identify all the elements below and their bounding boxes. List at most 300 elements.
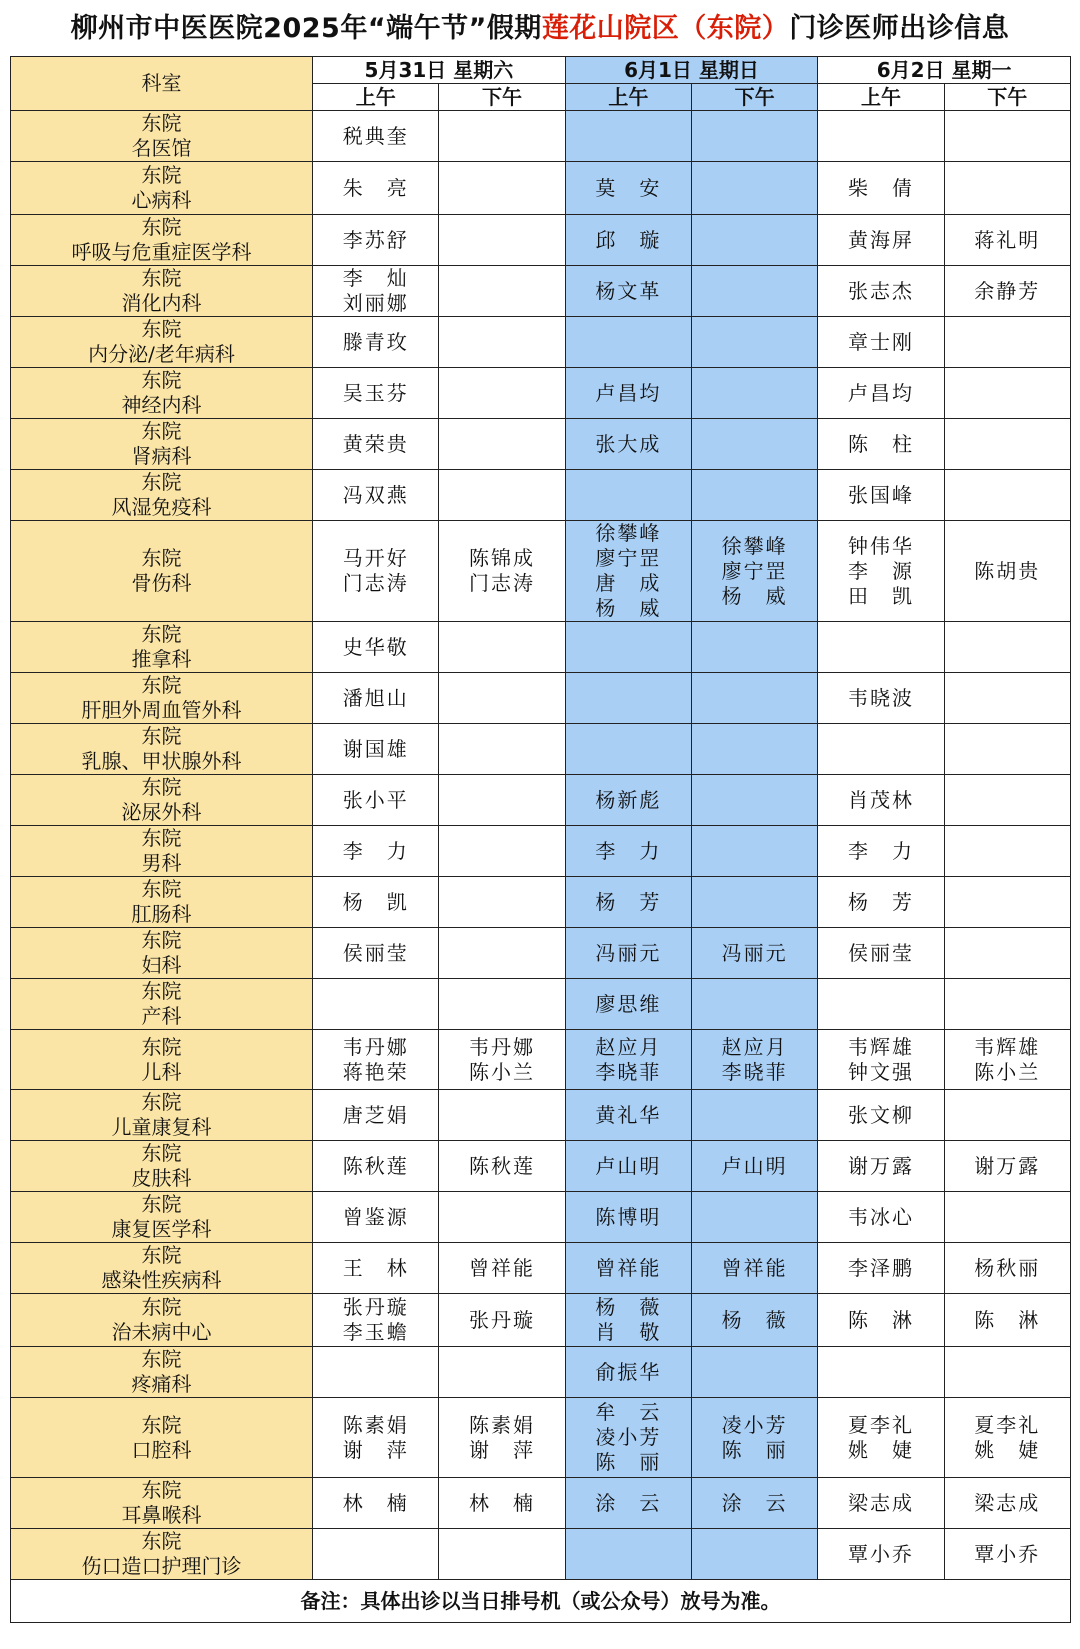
dept-name: 口腔科 <box>131 1437 192 1462</box>
doctor-cell <box>565 1090 691 1141</box>
page-title <box>10 6 1070 52</box>
doctor-name: 李 力 <box>847 838 914 863</box>
doctor-cell <box>313 1478 439 1529</box>
doctor-cell <box>691 622 817 673</box>
doctor-cell <box>565 317 691 368</box>
doctor-name: 凌小芳 <box>595 1425 662 1449</box>
doctor-name: 唐 成 <box>595 571 662 595</box>
pm-header: 下午 <box>944 84 1070 111</box>
doctor-name: 曾鉴源 <box>342 1204 409 1229</box>
doctor-name: 韦辉雄 <box>974 1034 1041 1059</box>
doctor-cell <box>439 775 565 826</box>
doctor-cell <box>944 1192 1070 1243</box>
doctor-cell <box>565 266 691 317</box>
campus-label: 东院 <box>141 775 182 799</box>
doctor-cell <box>439 1478 565 1529</box>
campus-label: 东院 <box>141 368 182 392</box>
doctor-cell <box>439 1529 565 1580</box>
dept-cell <box>11 317 313 368</box>
doctor-name: 李 灿 <box>342 266 409 290</box>
doctor-cell <box>818 1478 944 1529</box>
doctor-name: 门志涛 <box>469 571 536 595</box>
doctor-cell <box>944 419 1070 470</box>
campus-label: 东院 <box>141 1347 182 1371</box>
doctor-name: 廖思维 <box>595 991 662 1016</box>
date-header-row <box>11 57 1071 84</box>
dept-name: 呼吸与危重症医学科 <box>71 240 252 264</box>
doctor-cell <box>944 877 1070 928</box>
table-row <box>11 622 1071 673</box>
doctor-cell <box>944 1090 1070 1141</box>
doctor-cell <box>691 368 817 419</box>
doctor-cell <box>439 928 565 979</box>
note-row <box>11 1580 1071 1623</box>
title-campus: 莲花山院区（东院） <box>541 13 790 44</box>
doctor-name: 林 楠 <box>469 1490 536 1515</box>
doctor-cell <box>818 1529 944 1580</box>
table-row <box>11 979 1071 1030</box>
doctor-cell <box>313 979 439 1030</box>
doctor-cell <box>818 1030 944 1090</box>
doctor-name: 冯双燕 <box>342 482 409 507</box>
doctor-name: 杨 威 <box>721 583 788 608</box>
doctor-cell <box>439 673 565 724</box>
table-row <box>11 724 1071 775</box>
campus-label: 东院 <box>141 1478 182 1502</box>
table-row <box>11 673 1071 724</box>
campus-label: 东院 <box>141 266 182 290</box>
doctor-name: 门志涛 <box>342 571 409 595</box>
doctor-cell <box>691 928 817 979</box>
campus-label: 东院 <box>141 928 182 952</box>
doctor-name: 王 林 <box>342 1255 409 1280</box>
doctor-cell <box>565 622 691 673</box>
doctor-cell <box>691 1294 817 1347</box>
doctor-name: 张小平 <box>342 787 409 812</box>
doctor-cell <box>691 215 817 266</box>
campus-label: 东院 <box>141 1192 182 1216</box>
doctor-cell <box>439 1141 565 1192</box>
doctor-cell <box>944 673 1070 724</box>
doctor-name: 张志杰 <box>847 278 914 303</box>
doctor-cell <box>944 979 1070 1030</box>
doctor-cell <box>691 317 817 368</box>
dept-cell <box>11 928 313 979</box>
dept-name: 泌尿外科 <box>121 800 202 824</box>
doctor-name: 张丹璇 <box>342 1295 409 1319</box>
campus-label: 东院 <box>141 419 182 443</box>
doctor-name: 税典奎 <box>342 123 409 148</box>
doctor-cell <box>944 1141 1070 1192</box>
doctor-name: 夏李礼 <box>974 1412 1041 1437</box>
pm-header: 下午 <box>691 84 817 111</box>
doctor-cell <box>565 162 691 215</box>
doctor-cell <box>439 215 565 266</box>
doctor-name: 姚 婕 <box>847 1437 914 1462</box>
doctor-name: 李晓菲 <box>595 1059 662 1084</box>
doctor-cell <box>691 877 817 928</box>
doctor-name: 廖宁罡 <box>595 546 662 570</box>
doctor-name: 张国峰 <box>847 482 914 507</box>
doctor-cell <box>818 1347 944 1398</box>
doctor-cell <box>313 1090 439 1141</box>
dept-cell <box>11 877 313 928</box>
doctor-cell <box>313 266 439 317</box>
table-row <box>11 266 1071 317</box>
doctor-cell <box>565 1347 691 1398</box>
doctor-cell <box>691 979 817 1030</box>
doctor-name: 陈小兰 <box>469 1059 536 1084</box>
doctor-name: 曾祥能 <box>721 1255 788 1280</box>
doctor-name: 覃小乔 <box>974 1541 1041 1566</box>
doctor-cell <box>691 162 817 215</box>
dept-name: 心病科 <box>131 188 192 212</box>
doctor-name: 滕青玫 <box>342 329 409 354</box>
am-header: 上午 <box>818 84 944 111</box>
doctor-cell <box>565 1529 691 1580</box>
dept-name: 风湿免疫科 <box>111 495 212 519</box>
doctor-cell <box>565 368 691 419</box>
table-row <box>11 317 1071 368</box>
doctor-name: 夏李礼 <box>847 1412 914 1437</box>
doctor-name: 赵应月 <box>595 1034 662 1059</box>
table-row <box>11 368 1071 419</box>
doctor-name: 李 力 <box>595 838 662 863</box>
doctor-name: 莫 安 <box>595 175 662 200</box>
doctor-cell <box>944 266 1070 317</box>
dept-cell <box>11 622 313 673</box>
doctor-cell <box>313 928 439 979</box>
doctor-name: 牟 云 <box>595 1400 662 1424</box>
campus-label: 东院 <box>141 111 182 135</box>
doctor-cell <box>439 826 565 877</box>
doctor-name: 林 楠 <box>342 1490 409 1515</box>
doctor-cell <box>818 521 944 622</box>
doctor-name: 张丹璇 <box>469 1307 536 1332</box>
doctor-name: 覃小乔 <box>847 1541 914 1566</box>
doctor-cell <box>313 419 439 470</box>
doctor-cell <box>944 470 1070 521</box>
doctor-name: 蒋艳荣 <box>342 1059 409 1084</box>
doctor-name: 韦丹娜 <box>342 1034 409 1059</box>
doctor-name: 张文柳 <box>847 1102 914 1127</box>
table-row <box>11 1192 1071 1243</box>
doctor-cell <box>313 1347 439 1398</box>
dept-cell <box>11 162 313 215</box>
dept-name: 肛肠科 <box>131 902 192 926</box>
schedule-header <box>11 57 1071 111</box>
dept-cell <box>11 470 313 521</box>
doctor-name: 陈 淋 <box>974 1307 1041 1332</box>
doctor-cell <box>565 1243 691 1294</box>
doctor-name: 陈素娟 <box>342 1412 409 1437</box>
doctor-name: 侯丽莹 <box>342 940 409 965</box>
table-row <box>11 111 1071 162</box>
doctor-name: 朱 亮 <box>342 175 409 200</box>
doctor-name: 陈 丽 <box>595 1450 662 1474</box>
doctor-cell <box>565 1030 691 1090</box>
doctor-cell <box>944 521 1070 622</box>
campus-label: 东院 <box>141 1412 182 1437</box>
doctor-cell <box>944 622 1070 673</box>
doctor-name: 刘丽娜 <box>342 291 409 315</box>
doctor-cell <box>439 317 565 368</box>
doctor-name: 钟文强 <box>847 1059 914 1084</box>
doctor-cell <box>818 317 944 368</box>
doctor-name: 陈 丽 <box>721 1437 788 1462</box>
campus-label: 东院 <box>141 673 182 697</box>
doctor-cell <box>565 215 691 266</box>
dept-cell <box>11 419 313 470</box>
doctor-name: 钟伟华 <box>847 533 914 558</box>
doctor-cell <box>944 368 1070 419</box>
doctor-name: 潘旭山 <box>342 685 409 710</box>
doctor-cell <box>565 111 691 162</box>
title-part3: 门诊医师出诊信息 <box>789 13 1010 44</box>
doctor-cell <box>818 877 944 928</box>
doctor-name: 肖 敬 <box>595 1320 662 1344</box>
doctor-cell <box>565 1478 691 1529</box>
campus-label: 东院 <box>141 1295 182 1319</box>
doctor-cell <box>313 724 439 775</box>
dept-cell <box>11 1478 313 1529</box>
table-row <box>11 826 1071 877</box>
doctor-cell <box>439 622 565 673</box>
doctor-name: 谢 萍 <box>342 1437 409 1462</box>
doctor-cell <box>565 724 691 775</box>
doctor-name: 陈小兰 <box>974 1059 1041 1084</box>
doctor-name: 卢昌均 <box>847 380 914 405</box>
dept-cell <box>11 521 313 622</box>
doctor-cell <box>691 1243 817 1294</box>
doctor-name: 黄荣贵 <box>342 431 409 456</box>
campus-label: 东院 <box>141 215 182 239</box>
doctor-cell <box>944 775 1070 826</box>
doctor-cell <box>313 1141 439 1192</box>
doctor-name: 肖茂林 <box>847 787 914 812</box>
doctor-cell <box>565 826 691 877</box>
doctor-name: 陈博明 <box>595 1204 662 1229</box>
dept-cell <box>11 215 313 266</box>
doctor-name: 李 力 <box>342 838 409 863</box>
dept-name: 内分泌/老年病科 <box>88 342 235 366</box>
doctor-cell <box>313 1294 439 1347</box>
doctor-name: 凌小芳 <box>721 1412 788 1437</box>
doctor-name: 徐攀峰 <box>595 521 662 545</box>
dept-cell <box>11 1398 313 1478</box>
doctor-name: 涂 云 <box>595 1490 662 1515</box>
doctor-name: 侯丽莹 <box>847 940 914 965</box>
am-header: 上午 <box>313 84 439 111</box>
doctor-name: 廖宁罡 <box>721 558 788 583</box>
doctor-cell <box>818 1192 944 1243</box>
doctor-name: 谢 萍 <box>469 1437 536 1462</box>
doctor-cell <box>313 521 439 622</box>
dept-name: 消化内科 <box>121 291 202 315</box>
dept-cell <box>11 111 313 162</box>
doctor-cell <box>944 317 1070 368</box>
table-row <box>11 1294 1071 1347</box>
doctor-cell <box>565 1398 691 1478</box>
campus-label: 东院 <box>141 1529 182 1553</box>
dept-cell <box>11 673 313 724</box>
doctor-name: 杨 薇 <box>721 1307 788 1332</box>
doctor-cell <box>818 266 944 317</box>
table-row <box>11 928 1071 979</box>
dept-name: 伤口造口护理门诊 <box>81 1554 242 1578</box>
dept-name: 耳鼻喉科 <box>121 1503 202 1527</box>
table-row <box>11 1529 1071 1580</box>
doctor-name: 马开好 <box>342 546 409 570</box>
doctor-name: 卢山明 <box>721 1153 788 1178</box>
doctor-cell <box>565 775 691 826</box>
doctor-cell <box>691 1529 817 1580</box>
doctor-name: 陈 淋 <box>847 1307 914 1332</box>
doctor-name: 谢万露 <box>974 1153 1041 1178</box>
campus-label: 东院 <box>141 724 182 748</box>
doctor-cell <box>691 1398 817 1478</box>
doctor-name: 徐攀峰 <box>721 533 788 558</box>
doctor-cell <box>944 1294 1070 1347</box>
doctor-cell <box>565 470 691 521</box>
doctor-cell <box>691 673 817 724</box>
table-row <box>11 419 1071 470</box>
pm-header: 下午 <box>439 84 565 111</box>
campus-label: 东院 <box>141 622 182 646</box>
doctor-cell <box>439 521 565 622</box>
doctor-name: 李 源 <box>847 558 914 583</box>
campus-label: 东院 <box>141 470 182 494</box>
doctor-cell <box>313 1529 439 1580</box>
doctor-cell <box>313 215 439 266</box>
doctor-cell <box>691 1478 817 1529</box>
table-row <box>11 162 1071 215</box>
doctor-name: 黄礼华 <box>595 1102 662 1127</box>
doctor-cell <box>439 877 565 928</box>
campus-label: 东院 <box>141 979 182 1003</box>
doctor-name: 李玉蟾 <box>342 1320 409 1344</box>
doctor-name: 谢国雄 <box>342 736 409 761</box>
dept-name: 康复医学科 <box>111 1217 212 1241</box>
dept-name: 肝胆外周血管外科 <box>81 698 242 722</box>
doctor-name: 杨 凯 <box>342 889 409 914</box>
doctor-name: 陈胡贵 <box>974 558 1041 583</box>
dept-cell <box>11 775 313 826</box>
doctor-name: 张大成 <box>595 431 662 456</box>
doctor-cell <box>944 1243 1070 1294</box>
doctor-cell <box>313 1243 439 1294</box>
table-row <box>11 1347 1071 1398</box>
doctor-name: 杨 威 <box>595 596 662 620</box>
doctor-cell <box>944 826 1070 877</box>
dept-cell <box>11 1192 313 1243</box>
doctor-name: 李晓菲 <box>721 1059 788 1084</box>
doctor-cell <box>439 111 565 162</box>
dept-cell <box>11 1243 313 1294</box>
doctor-name: 杨 芳 <box>595 889 662 914</box>
doctor-cell <box>439 266 565 317</box>
am-header: 上午 <box>565 84 691 111</box>
doctor-cell <box>565 1192 691 1243</box>
table-row <box>11 1141 1071 1192</box>
doctor-name: 余静芳 <box>974 278 1041 303</box>
doctor-cell <box>691 1090 817 1141</box>
campus-label: 东院 <box>141 1141 182 1165</box>
doctor-name: 章士刚 <box>847 329 914 354</box>
doctor-cell <box>439 1398 565 1478</box>
doctor-cell <box>818 826 944 877</box>
campus-label: 东院 <box>141 877 182 901</box>
doctor-cell <box>691 826 817 877</box>
doctor-cell <box>944 1347 1070 1398</box>
doctor-cell <box>313 826 439 877</box>
doctor-cell <box>565 979 691 1030</box>
doctor-name: 曾祥能 <box>469 1255 536 1280</box>
doctor-name: 卢山明 <box>595 1153 662 1178</box>
doctor-cell <box>565 1141 691 1192</box>
doctor-name: 唐芝娟 <box>342 1102 409 1127</box>
dept-column-header: 科室 <box>11 57 313 111</box>
doctor-cell <box>944 162 1070 215</box>
dept-name: 名医馆 <box>131 136 192 160</box>
doctor-cell <box>565 1294 691 1347</box>
dept-cell <box>11 1347 313 1398</box>
dept-name: 推拿科 <box>131 647 192 671</box>
doctor-cell <box>818 1398 944 1478</box>
dept-cell <box>11 368 313 419</box>
doctor-name: 杨 薇 <box>595 1295 662 1319</box>
doctor-cell <box>818 928 944 979</box>
dept-cell <box>11 826 313 877</box>
doctor-name: 梁志成 <box>847 1490 914 1515</box>
table-row <box>11 215 1071 266</box>
doctor-cell <box>818 215 944 266</box>
doctor-name: 韦丹娜 <box>469 1034 536 1059</box>
doctor-cell <box>691 775 817 826</box>
dept-name: 乳腺、甲状腺外科 <box>81 749 242 773</box>
doctor-cell <box>439 419 565 470</box>
doctor-name: 韦冰心 <box>847 1204 914 1229</box>
doctor-cell <box>818 622 944 673</box>
doctor-cell <box>439 1030 565 1090</box>
doctor-cell <box>691 521 817 622</box>
schedule-body <box>11 111 1071 1580</box>
doctor-name: 冯丽元 <box>595 940 662 965</box>
doctor-name: 涂 云 <box>721 1490 788 1515</box>
title-part1: 柳州市中医医院2025年“端午节”假期 <box>70 13 542 44</box>
campus-label: 东院 <box>141 826 182 850</box>
table-row <box>11 1090 1071 1141</box>
doctor-cell <box>944 1529 1070 1580</box>
table-row <box>11 521 1071 622</box>
doctor-name: 韦晓波 <box>847 685 914 710</box>
doctor-cell <box>565 419 691 470</box>
doctor-cell <box>439 162 565 215</box>
doctor-name: 邱 璇 <box>595 227 662 252</box>
dept-cell <box>11 1030 313 1090</box>
doctor-cell <box>818 368 944 419</box>
doctor-cell <box>944 1478 1070 1529</box>
doctor-cell <box>439 1294 565 1347</box>
doctor-cell <box>439 1347 565 1398</box>
campus-label: 东院 <box>141 163 182 187</box>
doctor-cell <box>818 419 944 470</box>
doctor-cell <box>439 1192 565 1243</box>
doctor-cell <box>691 724 817 775</box>
campus-label: 东院 <box>141 1090 182 1114</box>
dept-name: 皮肤科 <box>131 1166 192 1190</box>
doctor-name: 柴 倩 <box>847 175 914 200</box>
